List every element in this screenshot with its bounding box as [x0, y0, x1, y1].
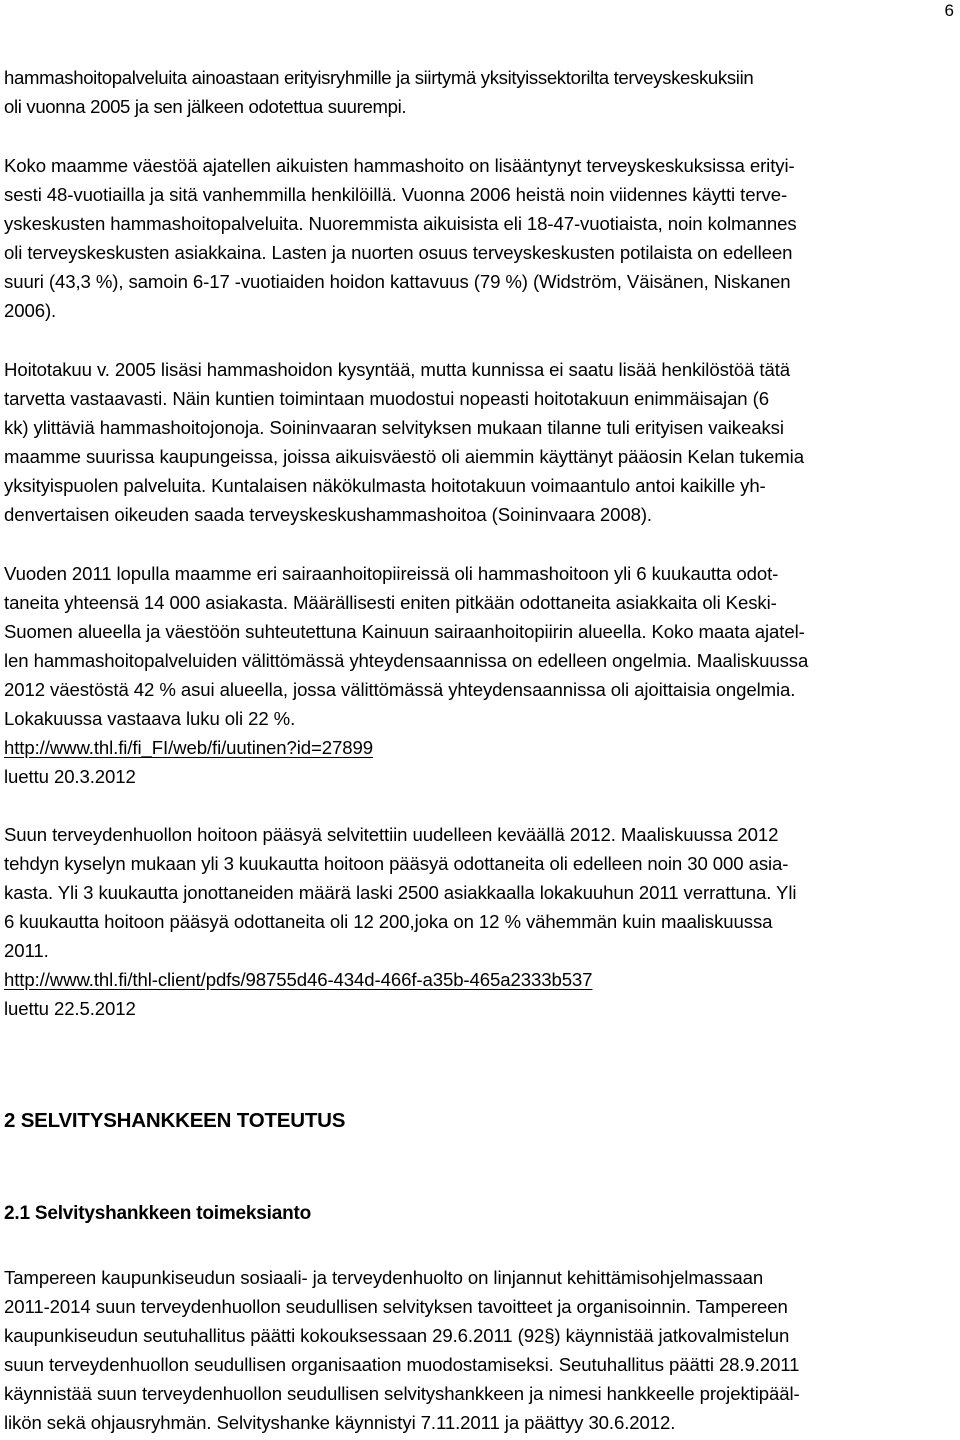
text-line: Vuoden 2011 lopulla maamme eri sairaanhoitopiireissä oli hammashoitoon yli 6 kuukautta odot- — [4, 563, 779, 584]
text-line: Suomen alueella ja väestöön suhteutettuna Kainuun sairaanhoitopiirin alueella. Koko maata ajatel- — [4, 621, 805, 642]
text-line: maamme suurissa kaupungeissa, joissa aikuisväestö oli aiemmin käyttänyt pääosin Kelan tukemia — [4, 446, 804, 467]
text-line: hammashoitopalveluita ainoastaan erityisryhmille ja siirtymä yksityissektorilta terveyskeskuksiin — [4, 67, 754, 88]
text-line: Hoitotakuu v. 2005 lisäsi hammashoidon kysyntää, mutta kunnissa ei saatu lisää henkilöstöä tätä — [4, 359, 791, 380]
text-line: suuri (43,3 %), samoin 6-17 -vuotiaiden hoidon kattavuus (79 %) (Widström, Väisänen, Niskanen — [4, 271, 791, 292]
text-line: luettu 20.3.2012 — [4, 766, 136, 787]
text-line: taneita yhteensä 14 000 asiakasta. Määrällisesti eniten pitkään odottaneita asiakkaita oli Keski- — [4, 592, 777, 613]
section-heading: 2 SELVITYSHANKKEEN TOTEUTUS — [4, 1109, 346, 1132]
text-line: yskeskusten hammashoitopalveluita. Nuoremmista aikuisista eli 18-47-vuotiaista, noin kolmannes — [4, 213, 797, 234]
text-line: len hammashoitopalveluiden välittömässä yhteydensaannissa on edelleen ongelmia. Maaliskuussa — [4, 650, 809, 671]
text-line: suun terveydenhuollon seudullisen organisaation muodostamiseksi. Seutuhallitus päätti 28.9.2011 — [4, 1354, 800, 1375]
text-line: Koko maamme väestöä ajatellen aikuisten hammashoito on lisääntynyt terveyskeskuksissa erityi- — [4, 155, 795, 176]
text-line: käynnistää suun terveydenhuollon seudullisen selvityshankkeen ja nimesi hankkeelle projektipääl- — [4, 1383, 800, 1404]
text-line: 2011-2014 suun terveydenhuollon seudullisen selvityksen tavoitteet ja organisoinnin. Tampereen — [4, 1296, 788, 1317]
text-line: 2012 väestöstä 42 % asui alueella, jossa välittömässä yhteydensaannissa oli ajoittaisia ongelmia. — [4, 679, 796, 700]
text-line: tarvetta vastaavasti. Näin kuntien toimintaan muodostui nopeasti hoitotakuun enimmäisajan (6 — [4, 388, 769, 409]
text-line: Suun terveydenhuollon hoitoon pääsyä selvitettiin uudelleen keväällä 2012. Maaliskuussa 2012 — [4, 824, 779, 845]
text-line: oli terveyskeskusten asiakkaina. Lasten ja nuorten osuus terveyskeskusten potilaista on edelleen — [4, 242, 793, 263]
text-line: kasta. Yli 3 kuukautta jonottaneiden määrä laski 2500 asiakkaalla lokakuuhun 2011 verrattuna. Yli — [4, 882, 797, 903]
page-number: 6 — [944, 1, 954, 20]
text-line: kaupunkiseudun seutuhallitus päätti kokouksessaan 29.6.2011 (92§) käynnistää jatkovalmistelun — [4, 1325, 790, 1346]
text-line: 2006). — [4, 300, 57, 321]
text-line: Tampereen kaupunkiseudun sosiaali- ja terveydenhuolto on linjannut kehittämisohjelmassaan — [4, 1267, 764, 1288]
text-line: 2011. — [4, 940, 49, 961]
text-line: kk) ylittäviä hammashoitojonoja. Soininvaaran selvityksen mukaan tilanne tuli erityisen vaikeaksi — [4, 417, 784, 438]
text-line: oli vuonna 2005 ja sen jälkeen odotettua suurempi. — [4, 96, 407, 117]
reference-link[interactable]: http://www.thl.fi/fi_FI/web/fi/uutinen?id=27899 — [4, 737, 373, 758]
text-line: tehdyn kyselyn mukaan yli 3 kuukautta hoitoon pääsyä odottaneita oli edelleen noin 30 000 asia- — [4, 853, 789, 874]
text-line: denvertaisen oikeuden saada terveyskeskushammashoitoa (Soininvaara 2008). — [4, 504, 653, 525]
reference-link[interactable]: http://www.thl.fi/thl-client/pdfs/98755d46-434d-466f-a35b-465a2333b537 — [4, 969, 593, 990]
text-line: luettu 22.5.2012 — [4, 998, 136, 1019]
text-line: Lokakuussa vastaava luku oli 22 %. — [4, 708, 296, 729]
text-line: 6 kuukautta hoitoon pääsyä odottaneita oli 12 200,joka on 12 % vähemmän kuin maaliskuussa — [4, 911, 773, 932]
text-line: yksityispuolen palveluita. Kuntalaisen näkökulmasta hoitotakuun voimaantulo antoi kaikille yh- — [4, 475, 766, 496]
text-line: sesti 48-vuotiailla ja sitä vanhemmilla henkilöillä. Vuonna 2006 heistä noin viidennes käytti terve- — [4, 184, 788, 205]
subsection-heading: 2.1 Selvityshankkeen toimeksianto — [4, 1203, 312, 1224]
text-line: likön sekä ohjausryhmän. Selvityshanke käynnistyi 7.11.2011 ja päättyy 30.6.2012. — [4, 1412, 676, 1433]
